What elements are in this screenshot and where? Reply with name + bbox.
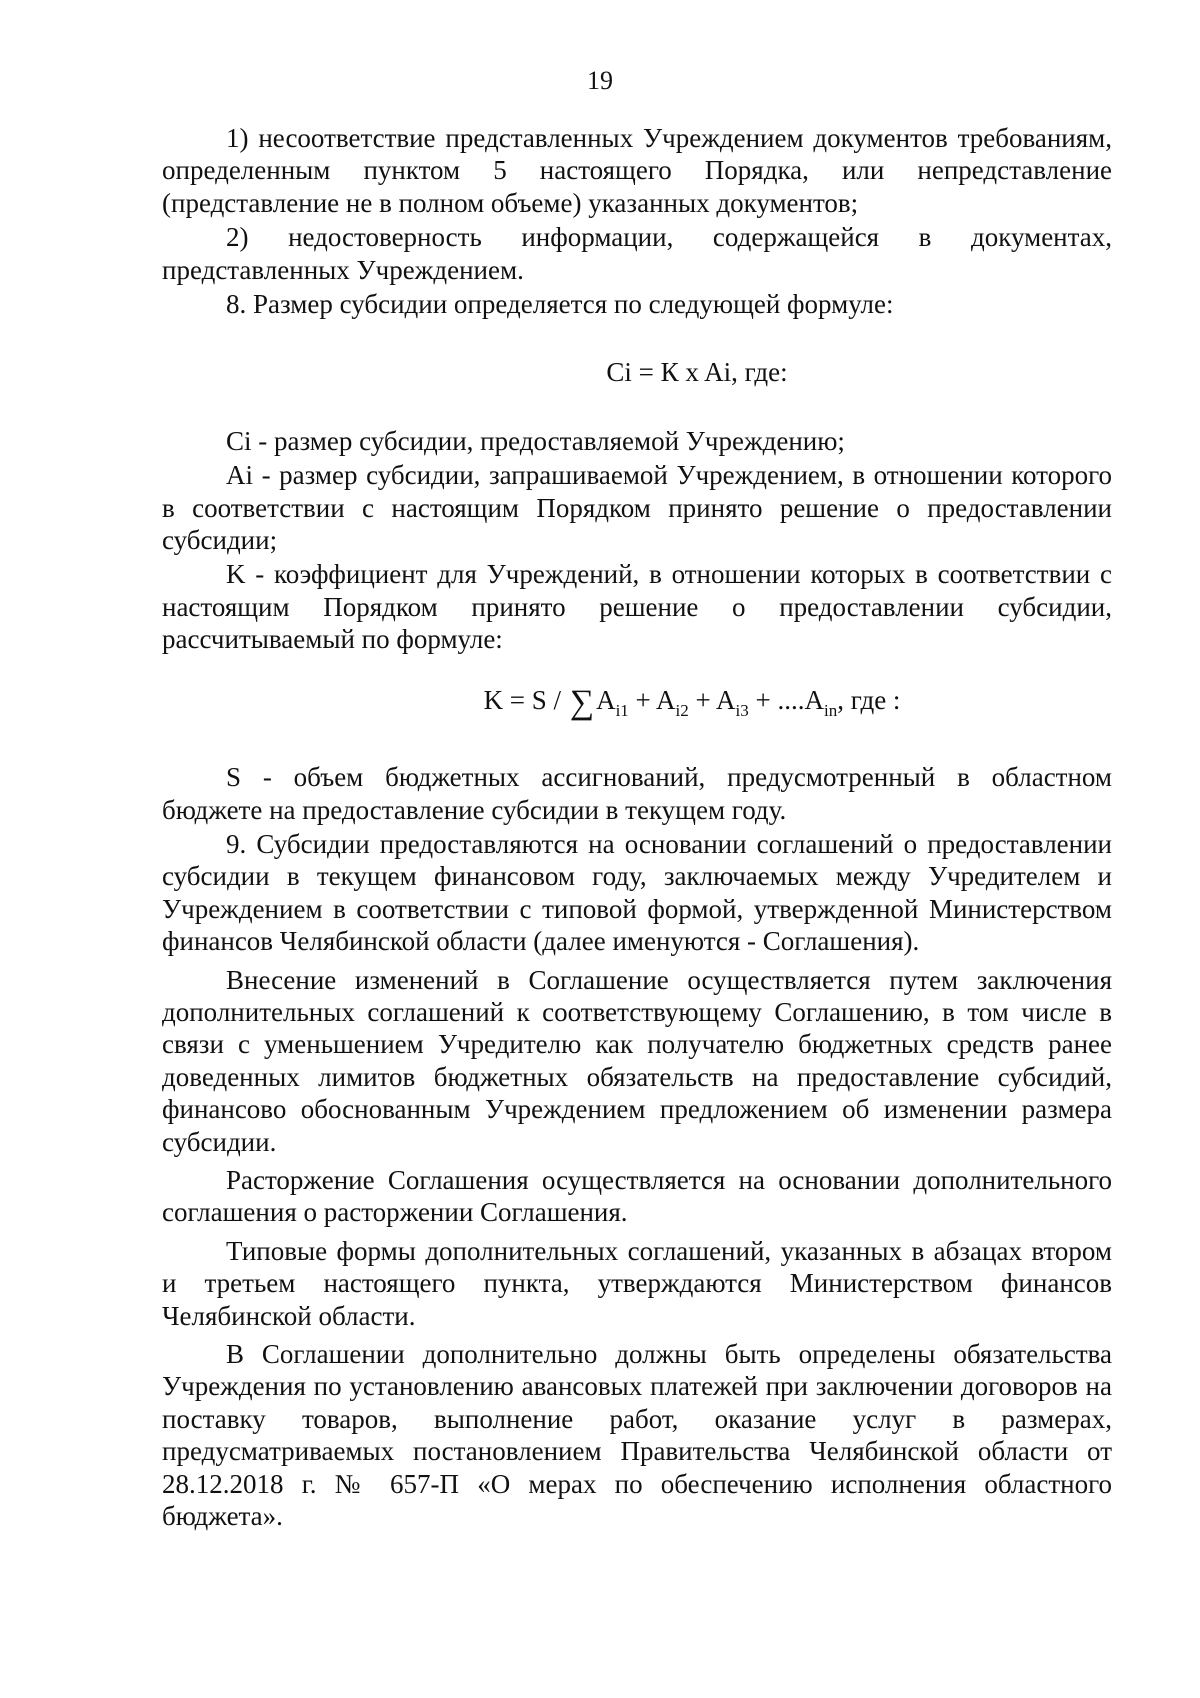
- term-a-letter: A: [596, 684, 616, 715]
- formula-operator: + ....: [748, 684, 805, 715]
- term-a-letter: A: [656, 684, 676, 715]
- sigma-symbol: ∑: [569, 683, 595, 721]
- paragraph-k-definition: K - коэффициент для Учреждений, в отношении которых в соответствии с настоящим Порядком принято решение о предоставлении субсидии, рассчитываемый по формуле:: [162, 559, 1112, 655]
- paragraph-item-1: 1) несоответствие представленных Учреждением документов требованиям, определенным пунктом 5 настоящего Порядка, или непредставление (представление не в полном объеме) указанных документов;: [162, 123, 1112, 218]
- formula-operator: +: [688, 684, 717, 715]
- paragraph-advance-payments: В Соглашении дополнительно должны быть определены обязательства Учреждения по установлению авансовых платежей при заключении договоров на поставку товаров, выполнение работ, оказание услуг в размерах, предусматриваемых постановлением Правительства Челябинской области от 28.12.2018 г. № 657-П «О мерах по обеспечению исполнения областного бюджета».: [162, 1339, 1112, 1532]
- page-number: 19: [587, 66, 613, 95]
- paragraph-standard-forms: Типовые формы дополнительных соглашений, указанных в абзацах втором и третьем настоящего пункта, утверждаются Министерством финансов Челябинской области.: [162, 1235, 1112, 1331]
- term-subscript: i1: [615, 700, 629, 720]
- term-subscript: i3: [735, 700, 749, 720]
- paragraph-amendments: Внесение изменений в Соглашение осуществляется путем заключения дополнительных соглашений к соответствующему Соглашению, в том числе в связи с уменьшением Учредителю как получателю бюджетных средств ранее доведенных лимитов бюджетных обязательств на предоставление субсидий, финансово обоснованным Учреждением предложением об изменении размера субсидии.: [162, 964, 1112, 1157]
- paragraph-s-definition: S - объем бюджетных ассигнований, предусмотренный в областном бюджете на предоставление субсидии в текущем году.: [162, 762, 1112, 825]
- paragraph-section-9: 9. Субсидии предоставляются на основании соглашений о предоставлении субсидии в текущем финансовом году, заключаемых между Учредителем и Учреждением в соответствии с типовой формой, утвержденной Министерством финансов Челябинской области (далее именуются - Соглашения).: [162, 828, 1112, 957]
- paragraph-section-8: 8. Размер субсидии определяется по следующей формуле:: [226, 289, 894, 320]
- paragraph-termination: Расторжение Соглашения осуществляется на основании дополнительного соглашения о расторжении Соглашения.: [162, 1164, 1112, 1228]
- formula-coefficient-k: [162, 684, 1112, 727]
- term-a-letter: A: [716, 684, 736, 715]
- formula-tail: , где :: [837, 684, 901, 715]
- paragraph-ci-definition: Ci - размер субсидии, предоставляемой Учреждению;: [226, 425, 845, 456]
- formula-k-lhs: K = S /: [483, 684, 568, 715]
- term-a-letter: A: [804, 684, 824, 715]
- document-body: [162, 122, 1112, 1532]
- paragraph-item-2: 2) недостоверность информации, содержащейся в документах, представленных Учреждением.: [162, 222, 1112, 285]
- term-subscript: i2: [675, 700, 689, 720]
- formula-subsidy-size: Ci = К x Ai, где:: [606, 357, 788, 388]
- term-subscript: in: [824, 700, 838, 720]
- paragraph-ai-definition: Ai - размер субсидии, запрашиваемой Учреждением, в отношении которого в соответствии с настоящим Порядком принято решение о предоставлении субсидии;: [162, 460, 1112, 556]
- formula-operator: +: [628, 684, 657, 715]
